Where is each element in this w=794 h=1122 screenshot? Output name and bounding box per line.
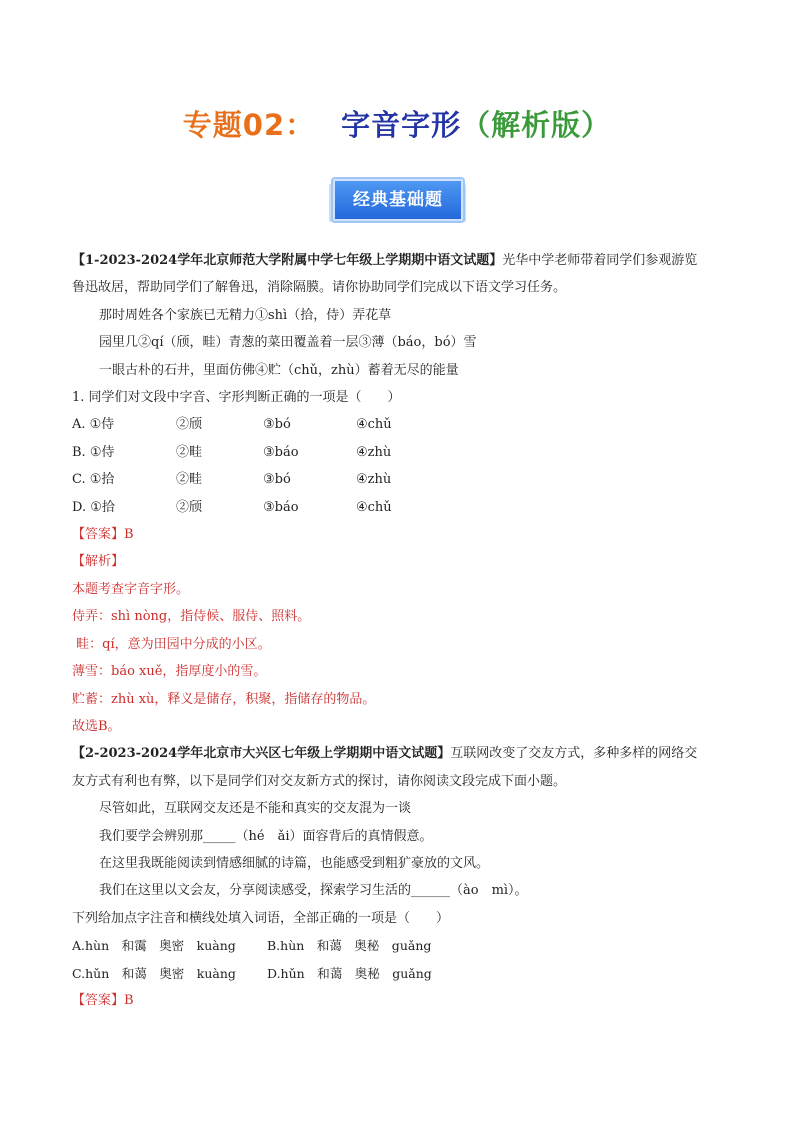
q2-passage-line-2: 我们要学会辨别那_____（hé ǎi）面容背后的真情假意。 bbox=[99, 828, 433, 844]
q1-passage-line-1: 那时周姓各个家族已无精力①shì（拾，侍）弄花草 bbox=[99, 307, 392, 323]
q1-analysis-label: 【解析】 bbox=[72, 554, 125, 570]
option-b-3: ③báo bbox=[263, 444, 299, 460]
q1-option-b bbox=[72, 439, 728, 466]
q2-option-b: B.hùn 和蔼 奥秘 guǎng bbox=[267, 938, 432, 954]
q1-question: 1. 同学们对文段中字音、字形判断正确的一项是（ ） bbox=[72, 390, 401, 406]
option-c-3: ③bó bbox=[263, 472, 291, 488]
q2-option-c: C.hǔn 和蔼 奥密 kuàng bbox=[72, 965, 236, 981]
q1-source-line bbox=[72, 247, 728, 274]
q2-options-row-2 bbox=[72, 960, 728, 987]
q1-answer: 【答案】B bbox=[72, 527, 134, 543]
q2-source-line bbox=[72, 740, 728, 767]
q1-option-d bbox=[72, 494, 728, 521]
q1-option-a bbox=[72, 411, 728, 438]
q2-option-d: D.hǔn 和蔼 奥秘 guǎng bbox=[267, 965, 432, 981]
q2-intro-a: 互联网改变了交友方式，多种多样的网络交 bbox=[450, 746, 698, 762]
q1-passage-line-3: 一眼古朴的石井，里面仿佛④贮（chǔ，zhù）蓄着无尽的能量 bbox=[99, 362, 459, 378]
q1-intro-b: 鲁迅故居，帮助同学们了解鲁迅，消除隔膜。请你协助同学们完成以下语文学习任务。 bbox=[72, 280, 567, 296]
option-b-4: ④zhù bbox=[356, 444, 392, 460]
q1-analysis-line-1: 本题考查字音字形。 bbox=[72, 581, 190, 597]
q2-passage-line-3: 在这里我既能阅读到情感细腻的诗篇，也能感受到粗犷豪放的文风。 bbox=[99, 855, 490, 871]
document-body bbox=[72, 247, 728, 1014]
q1-intro-a: 光华中学老师带着同学们参观游览 bbox=[502, 253, 698, 268]
q1-source: 【1-2023-2024学年北京师范大学附属中学七年级上学期期中语文试题】 bbox=[72, 253, 503, 268]
q1-passage-line-2: 园里几②qí（颀，畦）青葱的菜田覆盖着一层③薄（báo，bó）雪 bbox=[99, 335, 477, 351]
option-c-1: C. ①拾 bbox=[72, 472, 115, 488]
q1-option-c bbox=[72, 466, 728, 493]
q2-option-a: A.hùn 和霭 奥密 kuàng bbox=[72, 938, 236, 954]
option-d-2: ②颀 bbox=[176, 499, 203, 515]
q1-analysis-line-2: 侍弄：shì nòng，指侍候、服侍、照料。 bbox=[72, 609, 311, 625]
option-a-4: ④chǔ bbox=[356, 417, 392, 433]
q2-source: 【2-2023-2024学年北京市大兴区七年级上学期期中语文试题】 bbox=[72, 746, 451, 762]
option-c-2: ②畦 bbox=[176, 472, 203, 488]
q2-options-row-1 bbox=[72, 932, 728, 959]
q2-answer: 【答案】B bbox=[72, 992, 134, 1008]
option-d-3: ③báo bbox=[263, 499, 299, 515]
q2-intro-b: 友方式有利也有弊，以下是同学们对交友新方式的探讨，请你阅读文段完成下面小题。 bbox=[72, 773, 567, 789]
option-a-3: ③bó bbox=[263, 417, 291, 433]
option-c-4: ④zhù bbox=[356, 472, 392, 488]
title-part-subject: 字音字形 bbox=[341, 108, 462, 142]
option-a-1: A. ①侍 bbox=[72, 417, 115, 433]
option-b-1: B. ①侍 bbox=[72, 444, 115, 460]
option-a-2: ②颀 bbox=[176, 417, 203, 433]
option-b-2: ②畦 bbox=[176, 444, 203, 460]
q1-analysis-line-6: 故选B。 bbox=[72, 718, 121, 734]
title-part-topic: 专题02： bbox=[182, 108, 316, 142]
q2-passage-line-4: 我们在这里以文会友，分享阅读感受，探索学习生活的______（ào mì）。 bbox=[99, 883, 528, 899]
page-title bbox=[0, 103, 794, 144]
option-d-1: D. ①拾 bbox=[72, 499, 115, 515]
q1-analysis-line-4: 薄雪：báo xuě，指厚度小的雪。 bbox=[72, 664, 267, 680]
q1-analysis-line-3: 畦：qí，意为田园中分成的小区。 bbox=[72, 636, 271, 652]
q2-passage-line-1: 尽管如此，互联网交友还是不能和真实的交友混为一谈 bbox=[99, 801, 412, 817]
q1-analysis-line-5: 贮蓄：zhù xù，释义是储存，积聚，指储存的物品。 bbox=[72, 691, 376, 707]
q2-question: 下列给加点字注音和横线处填入词语，全部正确的一项是（ ） bbox=[72, 910, 450, 926]
badge-label: 经典基础题 bbox=[333, 179, 463, 221]
title-part-edition: （解析版） bbox=[461, 108, 612, 142]
section-badge bbox=[329, 176, 466, 222]
option-d-4: ④chǔ bbox=[356, 499, 392, 515]
